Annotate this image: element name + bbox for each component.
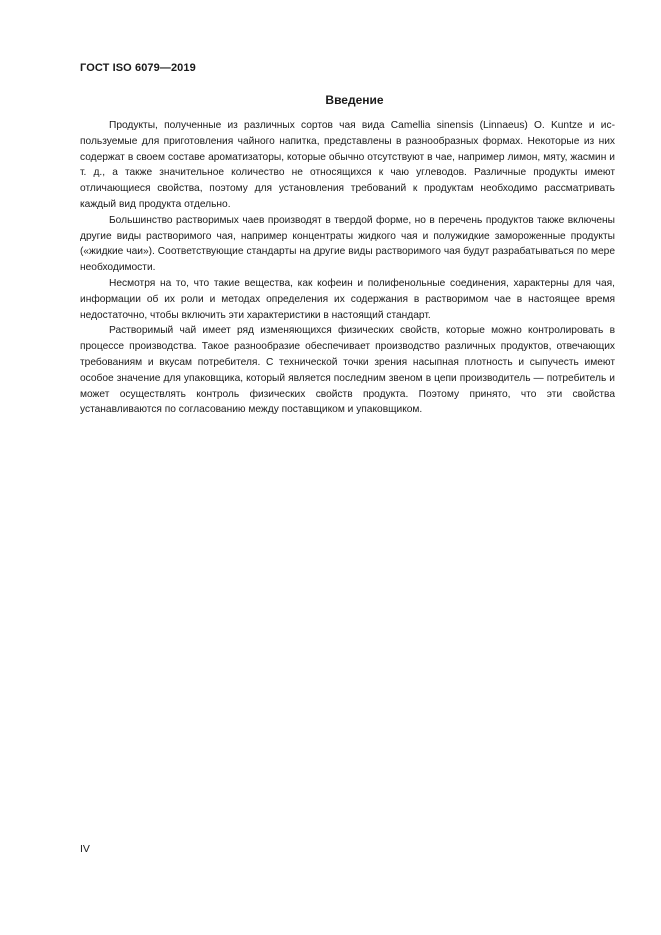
paragraph: Растворимый чай имеет ряд изменяющихся физических свойств, которые можно контролировать в процессе производства. Такое разнообразие обеспечивает производство различных продуктов, отвечающих требованиям и вкусам потребителя. С технической точки зрения насыпная плотность и сыпучесть имеют особое значение для упаковщика, который является последним звеном в цепи производитель — потребитель и может осуществлять контроль физических свойств продукта. Поэтому принято, что эти свойства устанавливаются по согласованию между поставщиком и упаковщиком.: [80, 325, 615, 416]
paragraph: Большинство растворимых чаев производят в твердой форме, но в перечень продуктов также включены другие виды растворимого чая, например концентраты жидкого чая и полужидкие замороженные продукты («жидкие чаи»). Соответствующие стандарты на другие виды растворимого чая будут разрабатываться по мере необходимости.: [80, 214, 615, 274]
section-title: Введение: [325, 93, 384, 107]
page-number: IV: [80, 843, 90, 855]
paragraph: Несмотря на то, что такие вещества, как кофеин и полифенольные соединения, характерны для чая, информации об их роли и методах определения их содержания в растворимом чае в настоящее время недостаточно, чтобы включить эти характеристики в настоящий стандарт.: [80, 277, 615, 321]
paragraph: Продукты, полученные из различных сортов чая вида Camellia sinensis (Linnaeus) O. Kuntze и используемые для приготовления чайного напитка, представлены в разнообразных формах. Некоторые из них содержат в своем составе ароматизаторы, которые обычно отсутствуют в чае, например лимон, мяту, жасмин и т. д., а также значительное количество не относящихся к чаю углеводов. Различные продукты имеют отличающиеся свойства, поэтому для установления требований к продуктам необходимо рассматривать каждый вид продукта отдельно.: [80, 120, 615, 210]
body-text: [80, 118, 615, 418]
standard-code: ГОСТ ISO 6079—2019: [80, 62, 196, 74]
